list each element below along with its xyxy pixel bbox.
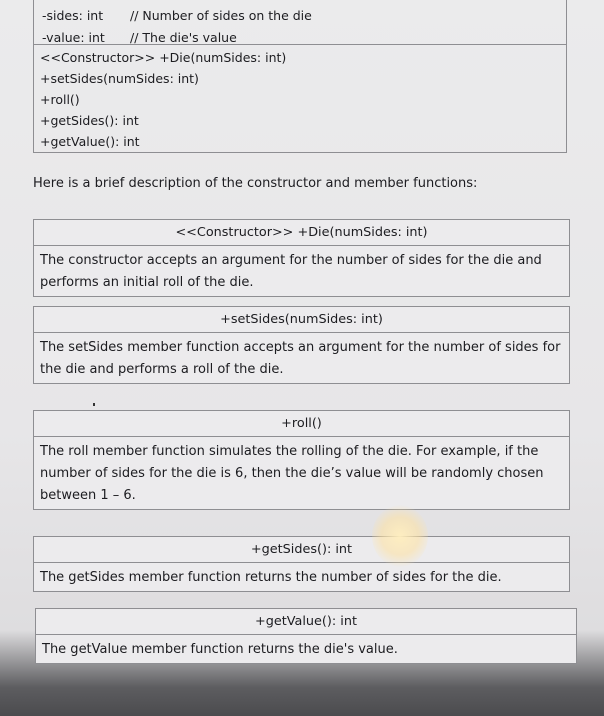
function-box-getsides (33, 536, 570, 592)
uml-operation-roll: +roll() (40, 92, 80, 107)
attribute-comment: // Number of sides on the die (130, 8, 312, 23)
function-signature: +roll() (34, 411, 569, 437)
function-description: The getValue member function returns the die's value. (42, 642, 398, 657)
uml-class-diagram (33, 0, 567, 153)
intro-text: Here is a brief description of the constructor and member functions: (33, 176, 478, 191)
function-box-setsides (33, 306, 570, 384)
attribute-name: -value: int (42, 30, 105, 45)
light-glare (372, 505, 428, 567)
attribute-comment: // The die's value (130, 30, 237, 45)
function-description: The roll member function simulates the rolling of the die. For example, if the number of sides for the die is 6, then the die’s value will be randomly chosen between 1 – 6. (40, 444, 544, 503)
function-box-constructor (33, 219, 570, 297)
uml-operation-constructor: <<Constructor>> +Die(numSides: int) (40, 50, 287, 65)
function-description: The setSides member function accepts an argument for the number of sides for the die and performs a roll of the die. (40, 340, 561, 377)
uml-operation-getvalue: +getValue(): int (40, 134, 140, 149)
function-signature: +setSides(numSides: int) (34, 307, 569, 333)
uml-operation-setsides: +setSides(numSides: int) (40, 71, 199, 86)
function-signature: +getValue(): int (36, 609, 576, 635)
function-box-getvalue (35, 608, 577, 664)
uml-attributes (34, 0, 566, 45)
pen-mark (93, 403, 95, 406)
uml-attribute-value (42, 30, 237, 45)
function-description: The constructor accepts an argument for the number of sides for the die and performs an initial roll of the die. (40, 253, 542, 290)
function-signature: +getSides(): int (34, 537, 569, 563)
uml-operation-getsides: +getSides(): int (40, 113, 139, 128)
function-signature: <<Constructor>> +Die(numSides: int) (34, 220, 569, 246)
uml-attribute-sides (42, 8, 312, 23)
uml-operations (34, 45, 566, 152)
attribute-name: -sides: int (42, 8, 104, 23)
function-description: The getSides member function returns the number of sides for the die. (40, 570, 502, 585)
function-box-roll (33, 410, 570, 510)
